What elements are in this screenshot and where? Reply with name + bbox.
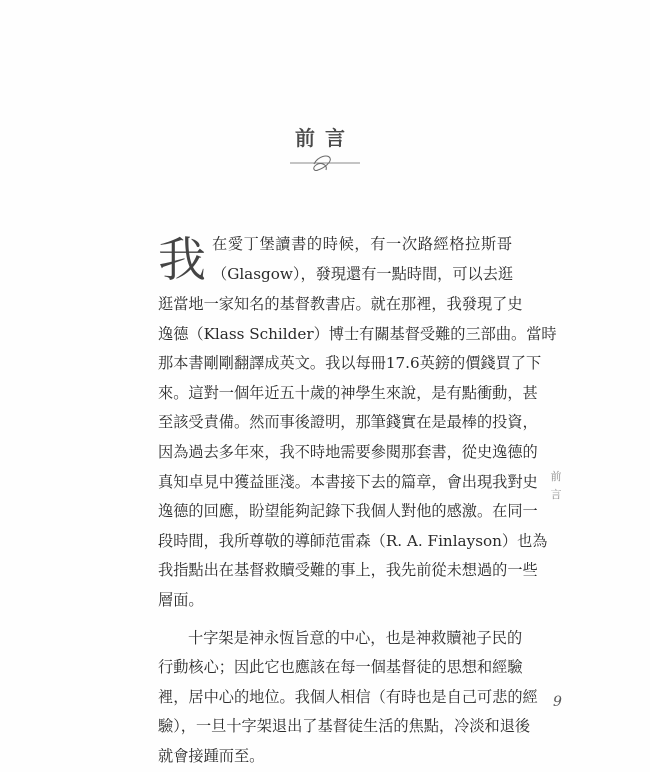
text-line: 我指點出在基督救贖受難的事上，我先前從未想過的一些 — [158, 561, 538, 580]
flourish-ornament-icon — [288, 150, 362, 176]
page-number: 9 — [553, 694, 562, 710]
text-line: 驗），一旦十字架退出了基督徒生活的焦點，冷淡和退後 — [158, 717, 531, 736]
running-head: 前言 — [550, 470, 562, 501]
text-line: 那本書剛剛翻譯成英文。我以每冊17.6英鎊的價錢買了下 — [158, 354, 542, 373]
drop-cap: 我 — [158, 232, 207, 288]
text-line: 裡，居中心的地位。我個人相信（有時也是自己可悲的經 — [158, 687, 538, 706]
text-line: 十字架是神永恆旨意的中心，也是神救贖祂子民的 — [188, 628, 523, 647]
text-line: 至該受責備。然而事後證明，那筆錢實在是最棒的投資， — [158, 413, 538, 432]
text-line: 逛當地一家知名的基督教書店。就在那裡，我發現了史 — [158, 295, 523, 313]
text-line: （Glasgow），發現還有一點時間，可以去逛 — [212, 264, 514, 283]
text-line: 來。這對一個年近五十歲的神學生來說，是有點衝動，甚 — [158, 383, 538, 402]
text-line: 真知卓見中獲益匪淺。本書接下去的篇章，會出現我對史 — [158, 472, 538, 491]
text-line: 逸德（Klass Schilder）博士有關基督受難的三部曲。當時 — [158, 324, 557, 343]
page-title: 前言 — [295, 126, 355, 150]
text-line: 逸德的回應，盼望能夠記錄下我個人對他的感激。在同一 — [158, 502, 538, 521]
text-line: 在愛丁堡讀書的時候，有一次路經格拉斯哥 — [212, 235, 512, 253]
text-line: 行動核心；因此它也應該在每一個基督徒的思想和經驗 — [158, 658, 523, 677]
text-line: 就會接踵而至。 — [158, 746, 265, 765]
text-line: 因為過去多年來，我不時地需要參閱那套書，從史逸德的 — [158, 442, 538, 461]
text-line: 層面。 — [158, 590, 204, 609]
paragraph-2 — [158, 624, 538, 772]
text-line: 段時間，我所尊敬的導師范雷森（R. A. Finlayson）也為 — [158, 531, 548, 550]
